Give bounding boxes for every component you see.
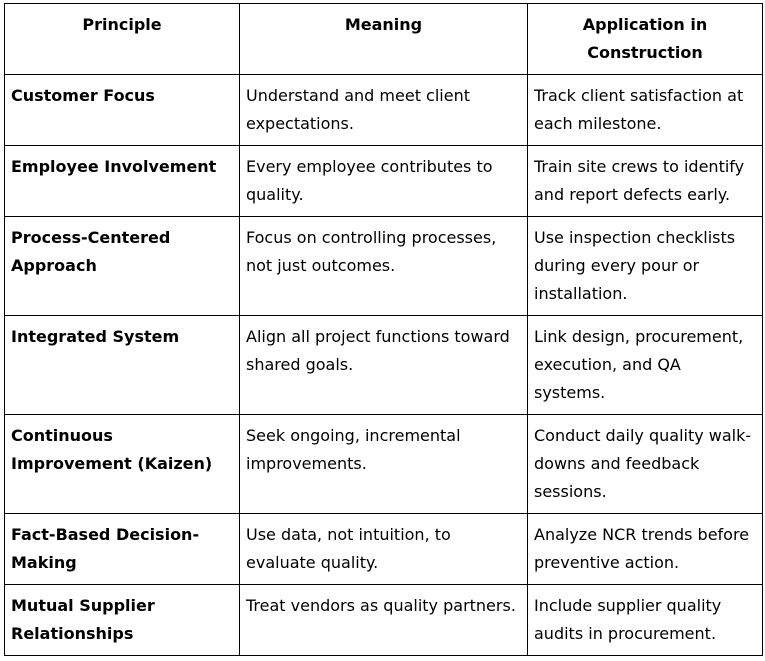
application-cell: Link design, procurement, execution, and QA systems. xyxy=(528,316,763,415)
table-row xyxy=(5,316,763,415)
header-row xyxy=(5,4,763,75)
meaning-cell: Treat vendors as quality partners. xyxy=(240,585,528,656)
table-row xyxy=(5,217,763,316)
application-cell: Analyze NCR trends before preventive action. xyxy=(528,514,763,585)
application-cell: Use inspection checklists during every pour or installation. xyxy=(528,217,763,316)
meaning-cell: Focus on controlling processes, not just outcomes. xyxy=(240,217,528,316)
application-cell: Train site crews to identify and report defects early. xyxy=(528,146,763,217)
table-row xyxy=(5,514,763,585)
header-application: Application in Construction xyxy=(528,4,763,75)
application-cell: Conduct daily quality walk-downs and feedback sessions. xyxy=(528,415,763,514)
header-meaning: Meaning xyxy=(240,4,528,75)
meaning-cell: Seek ongoing, incremental improvements. xyxy=(240,415,528,514)
principles-table xyxy=(4,3,763,656)
table-row xyxy=(5,146,763,217)
principle-cell: Employee Involvement xyxy=(5,146,240,217)
meaning-cell: Align all project functions toward shared goals. xyxy=(240,316,528,415)
header-principle: Principle xyxy=(5,4,240,75)
meaning-cell: Every employee contributes to quality. xyxy=(240,146,528,217)
table-row xyxy=(5,75,763,146)
application-cell: Track client satisfaction at each milestone. xyxy=(528,75,763,146)
principle-cell: Fact-Based Decision-Making xyxy=(5,514,240,585)
table-row xyxy=(5,415,763,514)
table-body xyxy=(5,75,763,656)
application-cell: Include supplier quality audits in procurement. xyxy=(528,585,763,656)
principle-cell: Integrated System xyxy=(5,316,240,415)
meaning-cell: Understand and meet client expectations. xyxy=(240,75,528,146)
meaning-cell: Use data, not intuition, to evaluate quality. xyxy=(240,514,528,585)
principle-cell: Mutual Supplier Relationships xyxy=(5,585,240,656)
table-row xyxy=(5,585,763,656)
principle-cell: Process-Centered Approach xyxy=(5,217,240,316)
principle-cell: Customer Focus xyxy=(5,75,240,146)
principle-cell: Continuous Improvement (Kaizen) xyxy=(5,415,240,514)
table-header xyxy=(5,4,763,75)
